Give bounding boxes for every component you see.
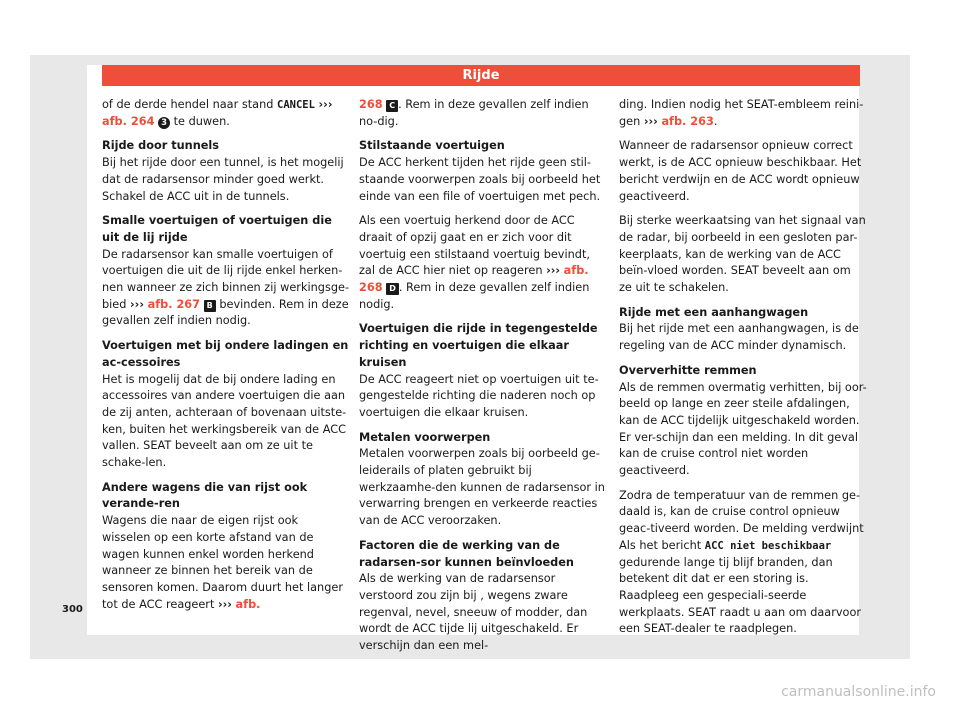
watermark: carmanualsonline.info xyxy=(781,684,936,700)
section-heading: Rijde met een aanhangwagen xyxy=(619,305,809,319)
paragraph: of de derde hendel naar stand CANCEL ››› afb. 264 3 te duwen. xyxy=(102,98,333,128)
paragraph: De ACC herkent tijden het rijde geen stil-staande voorwerpen zoals bij oorbeeld het einde van een file of voertuigen met pech. xyxy=(359,156,601,203)
section-heading: Smalle voertuigen of voertuigen die uit de lij rijde xyxy=(102,214,332,244)
section-heading: Oververhitte remmen xyxy=(619,363,757,377)
arrow-icon: ››› xyxy=(643,114,658,128)
arrow-icon: ››› xyxy=(130,297,144,311)
paragraph: Metalen voorwerpen zoals bij oorbeeld ge-leiderails of platen gebruikt bij werkzaamhe-den kunnen de radarsensor in verwarring brengen en verkeerde reacties van de ACC veroorzaken. xyxy=(359,447,605,528)
figure-link[interactable]: 268 xyxy=(359,98,383,111)
section-heading: Voertuigen die rijde in tegengestelde richting en voertuigen die elkaar kruisen xyxy=(359,322,598,369)
paragraph: Bij sterke weerkaatsing van het signaal van de radar, bij oorbeeld in een gesloten par-keerplaats, kan de werking van de ACC beïn-vloed worden. SEAT beveelt aan om ze uit te schakelen. xyxy=(619,214,866,295)
arrow-icon: ››› xyxy=(546,264,561,278)
display-code: CANCEL xyxy=(277,99,315,111)
page-number: 300 xyxy=(62,604,83,615)
figure-link[interactable]: afb. 267 xyxy=(147,297,201,311)
figure-link[interactable]: afb. 268 xyxy=(359,264,589,295)
paragraph: Als de werking van de radarsensor verstoord zou zijn bij , wegens zware regenval, nevel, sneeuw of modder, dan wordt de ACC tijde lij uitgeschakeld. Er verschijn dan een mel- xyxy=(359,572,588,653)
display-code: ACC niet beschikbaar xyxy=(704,539,832,552)
paragraph: Als een voertuig herkend door de ACC draait of opzij gaat en er zich voor dit voertuig een stilstaand voertuig bevindt, zal de ACC hier niet op reageren ››› afb. 268 D . Rem in deze gevallen zelf indien nodig. xyxy=(359,214,590,311)
paragraph: Bij het rijde door een tunnel, is het mogelij dat de radarsensor minder goed werkt. Schakel de ACC uit in de tunnels. xyxy=(102,156,344,203)
paragraph: De ACC reageert niet op voertuigen uit te-gengestelde richting die naderen noch op voertuigen die elkaar kruisen. xyxy=(359,372,599,419)
paragraph: Zodra de temperatuur van de remmen ge-daald is, kan de cruise control opnieuw geac-tiveerd worden. De melding verdwijnt Als het bericht ACC niet beschikbaar gedurende lange tij blijf branden, dan betekent dit dat er een storing is. Raadpleeg een gespeciali-seerde werkplaats. SEAT raadt u aan om daarvoor een SEAT-dealer te raadplegen. xyxy=(619,488,864,636)
column-right xyxy=(619,97,867,646)
arrow-icon: ››› xyxy=(217,597,232,611)
figure-link[interactable]: afb. 263 xyxy=(661,114,714,128)
section-heading: Metalen voorwerpen xyxy=(359,430,491,444)
figure-link[interactable]: afb. 264 xyxy=(102,114,155,128)
column-middle xyxy=(359,97,607,663)
callout-number-icon: 3 xyxy=(158,117,170,129)
paragraph: Bij het rijde met een aanhangwagen, is de regeling van de ACC minder dynamisch. xyxy=(619,322,859,353)
paragraph: ding. Indien nodig het SEAT-embleem reini-gen ››› afb. 263. xyxy=(619,98,864,128)
section-heading: Rijde door tunnels xyxy=(102,139,220,153)
paragraph: Wanneer de radarsensor opnieuw correct werkt, is de ACC opnieuw beschikbaar. Het bericht verdwijn en de ACC wordt opnieuw geactiveerd. xyxy=(619,139,862,203)
section-heading: Factoren die de werking van de radarsen-sor kunnen beïnvloeden xyxy=(359,538,574,569)
column-left xyxy=(102,97,350,621)
paragraph: Als de remmen overmatig verhitten, bij oor-beeld op lange en zeer steile afdalingen, kan de ACC tijdelijk uitgeschakeld worden. Er ver-schijn dan een melding. In dit geval kan de cruise control niet worden geactiveerd. xyxy=(619,380,867,478)
arrow-icon: ››› xyxy=(318,98,333,111)
paragraph: Wagens die naar de eigen rijst ook wisselen op een korte afstand van de wagen kunnen enkel worden herkend wanneer ze binnen het bereik van de sensoren komen. Daarom duurt het langer tot de ACC reageert ››› afb. xyxy=(102,514,343,611)
figure-link[interactable]: afb. xyxy=(235,597,261,611)
paragraph: 268 C . Rem in deze gevallen zelf indien no-dig. xyxy=(359,98,589,128)
paragraph: De radarsensor kan smalle voertuigen of voertuigen die uit de lij rijde enkel herken-nen wanneer ze zich binnen zij werkingsge-bied ››› afb. 267 B bevinden. Rem in deze gevallen zelf indien nodig. xyxy=(102,247,350,328)
section-heading: Stilstaande voertuigen xyxy=(359,139,505,153)
section-heading: Voertuigen met bij ondere ladingen en ac-cessoires xyxy=(102,339,349,369)
callout-letter-icon: D xyxy=(386,283,399,295)
callout-letter-icon: B xyxy=(204,300,216,312)
paragraph: Het is mogelij dat de bij ondere lading en accessoires van andere voertuigen die aan de zij anten, achteraan of bovenaan uitste-ken, buiten het werkingsbereik van de ACC vallen. SEAT beveelt aan om ze uit te schake-len. xyxy=(102,372,347,470)
section-header: Rijde xyxy=(102,65,860,86)
section-heading: Andere wagens die van rijst ook verande-ren xyxy=(102,480,308,511)
callout-letter-icon: C xyxy=(386,100,398,112)
